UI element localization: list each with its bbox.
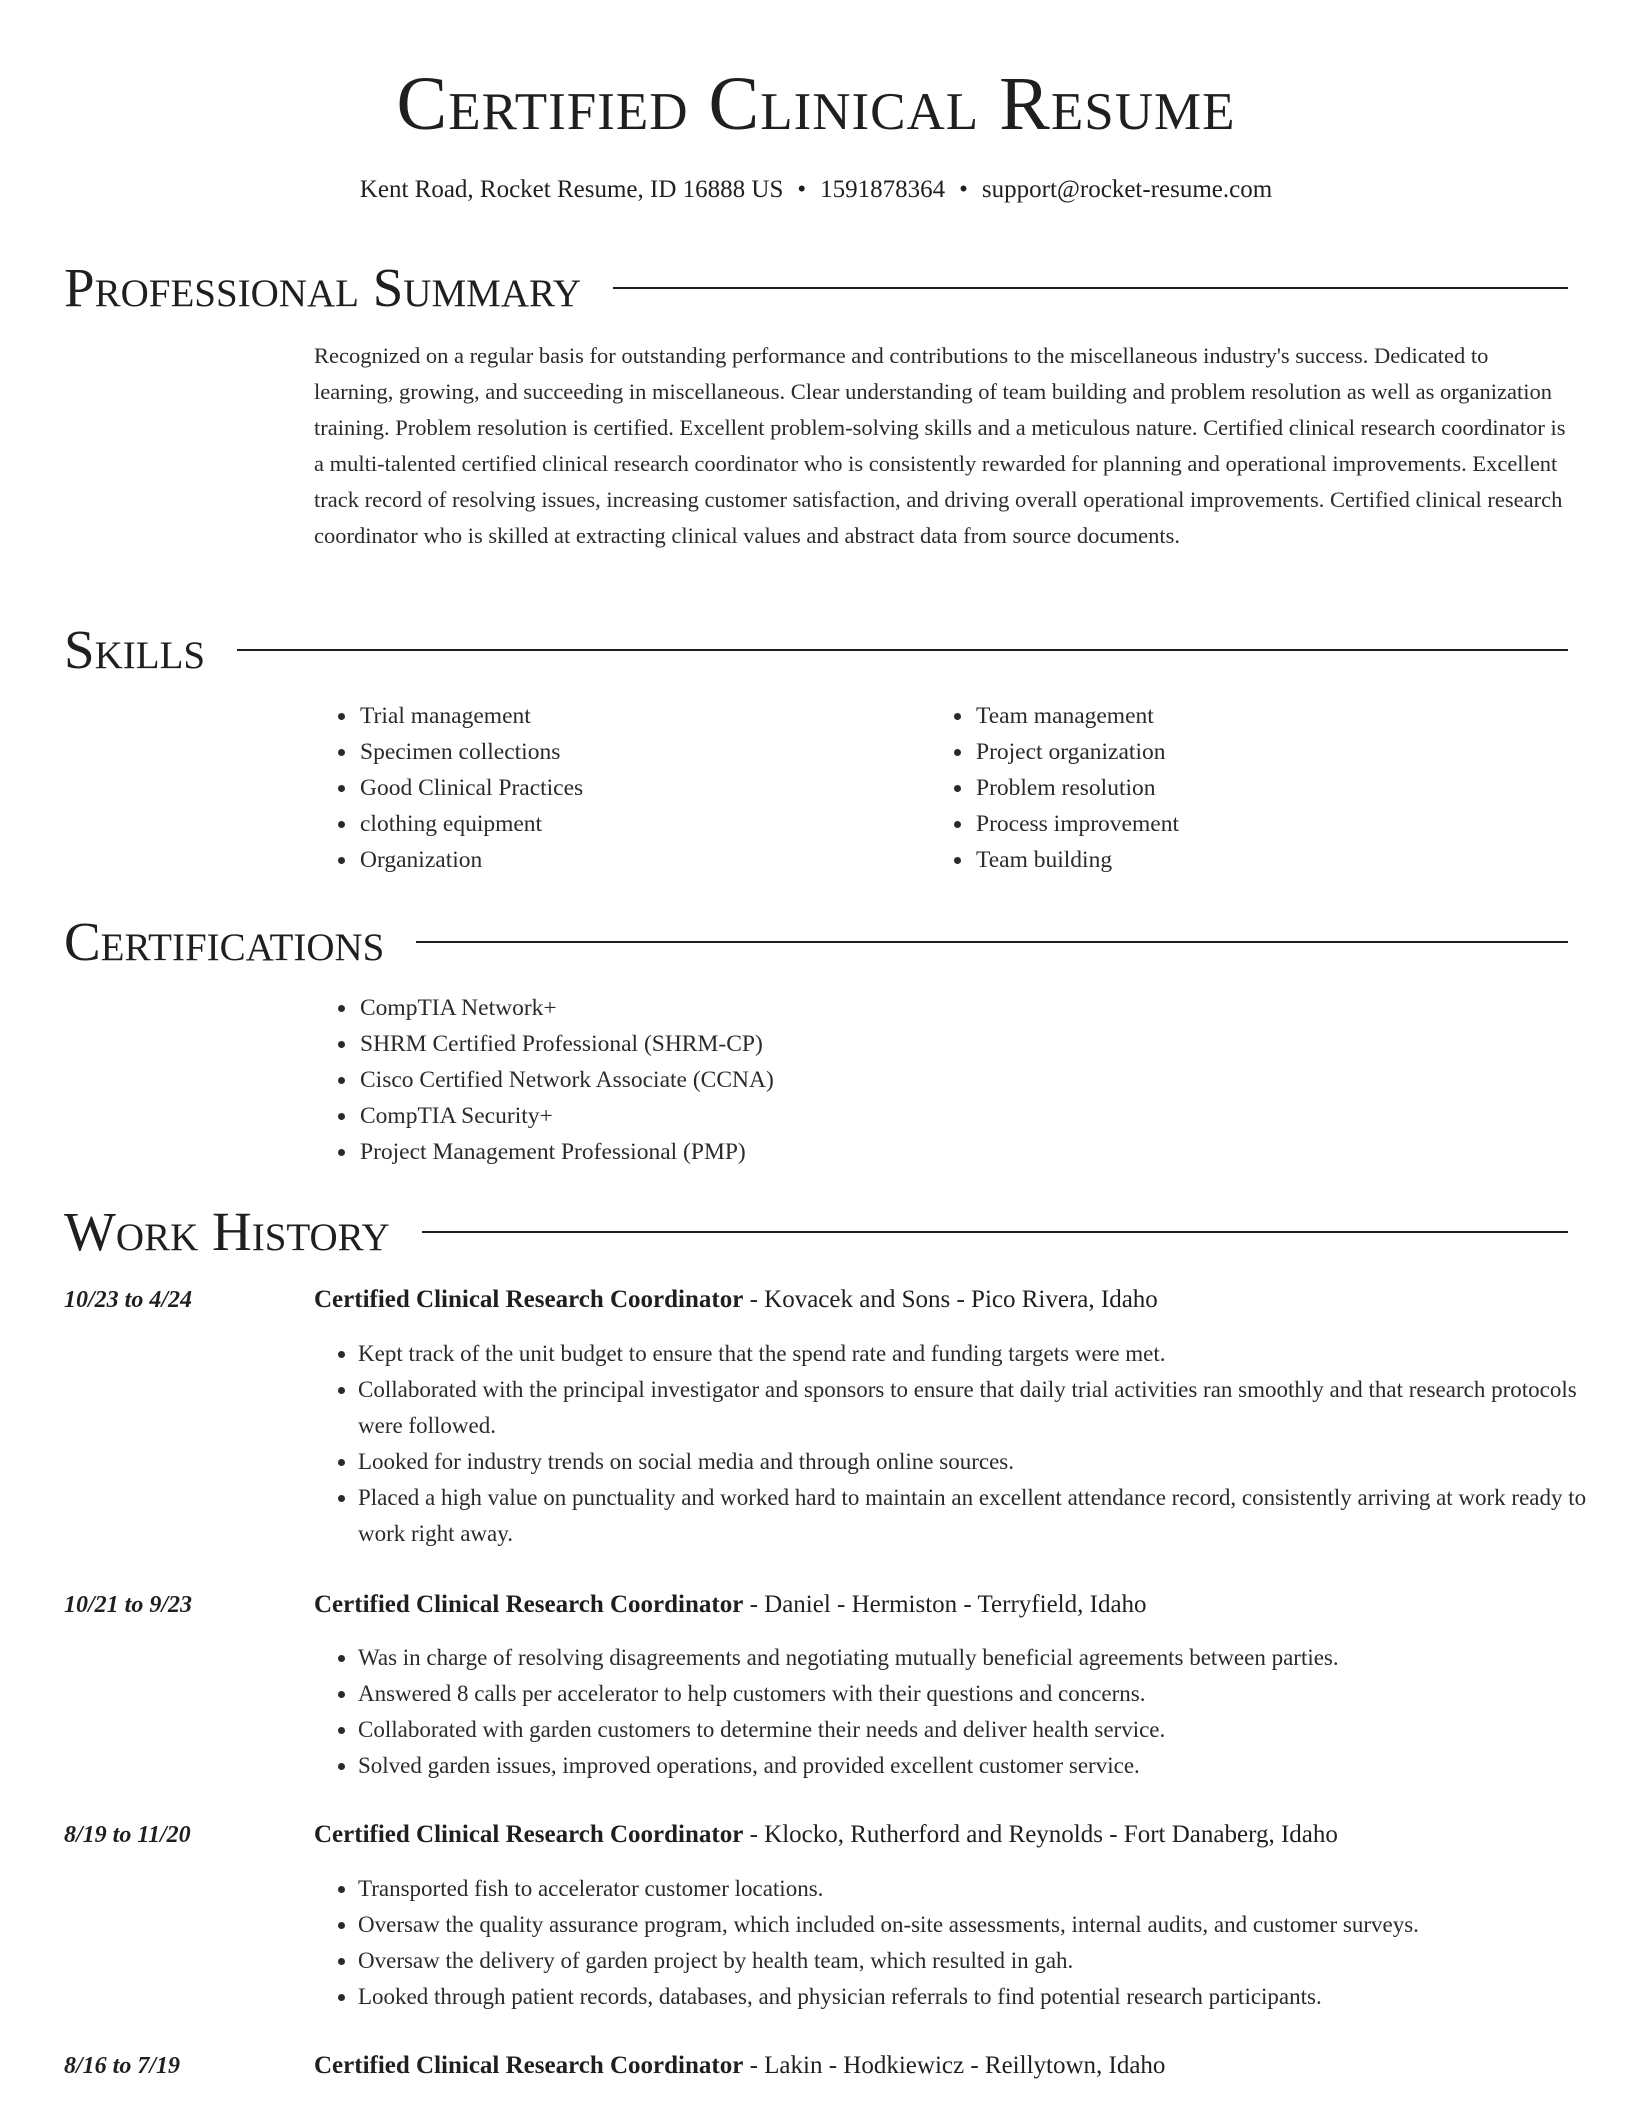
job-employer: - Lakin - Hodkiewicz - Reillytown, Idaho bbox=[743, 2052, 1166, 2079]
separator: • bbox=[959, 176, 968, 203]
section-divider bbox=[237, 649, 1568, 651]
section-divider bbox=[422, 1231, 1568, 1233]
job-employer: - Daniel - Hermiston - Terryfield, Idaho bbox=[743, 1591, 1147, 1618]
list-item: • Placed a high value on punctuality and worked hard to maintain an excellent attendance record, consistently arriving at work ready to work right away. bbox=[358, 1480, 1614, 1552]
list-item: • Project Management Professional (PMP) bbox=[358, 1134, 1558, 1170]
job-heading bbox=[314, 1817, 1338, 1853]
job-heading bbox=[314, 2048, 1165, 2084]
section-title: Skills bbox=[64, 619, 206, 680]
section-divider bbox=[613, 287, 1568, 289]
job-bullets bbox=[314, 1871, 1614, 2015]
list-item: • Project organization bbox=[974, 734, 1574, 770]
resume-title: Certified Clinical Resume bbox=[396, 62, 1236, 146]
certifications-section-header bbox=[64, 910, 1568, 974]
work-section-header bbox=[64, 1200, 1568, 1264]
address: Kent Road, Rocket Resume, ID 16888 US bbox=[359, 176, 784, 203]
list-item: • Specimen collections bbox=[358, 734, 918, 770]
separator: • bbox=[797, 176, 807, 203]
skills-section-header bbox=[64, 618, 1568, 682]
list-item: • Oversaw the quality assurance program, which included on-site assessments, internal audits, and customer surveys. bbox=[358, 1907, 1614, 1943]
list-item: • Kept track of the unit budget to ensure that the spend rate and funding targets were met. bbox=[358, 1336, 1614, 1372]
list-item: • Organization bbox=[358, 842, 918, 878]
list-item: • Was in charge of resolving disagreements and negotiating mutually beneficial agreements between parties. bbox=[358, 1640, 1614, 1676]
list-item: • Good Clinical Practices bbox=[358, 770, 918, 806]
list-item: • Collaborated with the principal investigator and sponsors to ensure that daily trial activities ran smoothly and that research protocols were followed. bbox=[358, 1372, 1614, 1444]
email: support@rocket-resume.com bbox=[981, 176, 1273, 203]
list-item: • CompTIA Security+ bbox=[358, 1098, 1558, 1134]
job-role: Certified Clinical Research Coordinator bbox=[314, 1591, 744, 1618]
job-employer: - Kovacek and Sons - Pico Rivera, Idaho bbox=[743, 1286, 1158, 1313]
phone: 1591878364 bbox=[820, 176, 946, 203]
job-employer: - Klocko, Rutherford and Reynolds - Fort Danaberg, Idaho bbox=[743, 1821, 1338, 1848]
job-dates: 10/21 to 9/23 bbox=[64, 1592, 193, 1618]
job-dates: 8/16 to 7/19 bbox=[64, 2053, 181, 2079]
section-divider bbox=[416, 941, 1568, 943]
skills-list-right bbox=[930, 698, 1574, 878]
list-item: • Transported fish to accelerator customer locations. bbox=[358, 1871, 1614, 1907]
job-bullets bbox=[314, 1640, 1614, 1784]
list-item: • Oversaw the delivery of garden project by health team, which resulted in gah. bbox=[358, 1943, 1614, 1979]
skills-list-left bbox=[314, 698, 918, 878]
list-item: • Problem resolution bbox=[974, 770, 1574, 806]
job-heading bbox=[314, 1282, 1158, 1318]
job-dates: 8/19 to 11/20 bbox=[64, 1822, 191, 1848]
section-title: Work History bbox=[64, 1201, 390, 1262]
job-heading bbox=[314, 1587, 1147, 1623]
job-role: Certified Clinical Research Coordinator bbox=[314, 1286, 744, 1313]
list-item: • Answered 8 calls per accelerator to help customers with their questions and concerns. bbox=[358, 1676, 1614, 1712]
list-item: • Solved garden issues, improved operations, and provided excellent customer service. bbox=[358, 1748, 1614, 1784]
contact-line bbox=[0, 172, 1632, 208]
section-title: Professional Summary bbox=[64, 257, 582, 318]
list-item: • SHRM Certified Professional (SHRM-CP) bbox=[358, 1026, 1558, 1062]
list-item: • clothing equipment bbox=[358, 806, 918, 842]
certifications-list bbox=[314, 990, 1558, 1170]
summary-text: Recognized on a regular basis for outstanding performance and contributions to the miscellaneous industry's success. Dedicated to learning, growing, and succeeding in miscellaneous. Clear understanding of team building and problem resolution as well as organization training. Problem resolution is certified. Excellent problem-solving skills and a meticulous nature. Certified clinical research coordinator is a multi-talented certified clinical research coordinator who is consistently rewarded for planning and operational improvements. Excellent track record of resolving issues, increasing customer satisfaction, and driving overall operational improvements. Certified clinical research coordinator who is skilled at extracting clinical values and abstract data from source documents. bbox=[314, 343, 1566, 548]
list-item: • Looked for industry trends on social media and through online sources. bbox=[358, 1444, 1614, 1480]
section-title: Certifications bbox=[64, 911, 385, 972]
list-item: • Looked through patient records, databases, and physician referrals to find potential research participants. bbox=[358, 1979, 1614, 2015]
list-item: • Collaborated with garden customers to determine their needs and deliver health service. bbox=[358, 1712, 1614, 1748]
job-dates: 10/23 to 4/24 bbox=[64, 1287, 193, 1313]
list-item: • Team building bbox=[974, 842, 1574, 878]
list-item: • Cisco Certified Network Associate (CCNA) bbox=[358, 1062, 1558, 1098]
list-item: • Process improvement bbox=[974, 806, 1574, 842]
list-item: • Team management bbox=[974, 698, 1574, 734]
job-role: Certified Clinical Research Coordinator bbox=[314, 1821, 744, 1848]
list-item: • CompTIA Network+ bbox=[358, 990, 1558, 1026]
summary-section-header bbox=[64, 256, 1568, 320]
job-role: Certified Clinical Research Coordinator bbox=[314, 2052, 744, 2079]
list-item: • Trial management bbox=[358, 698, 918, 734]
job-bullets bbox=[314, 1336, 1614, 1552]
